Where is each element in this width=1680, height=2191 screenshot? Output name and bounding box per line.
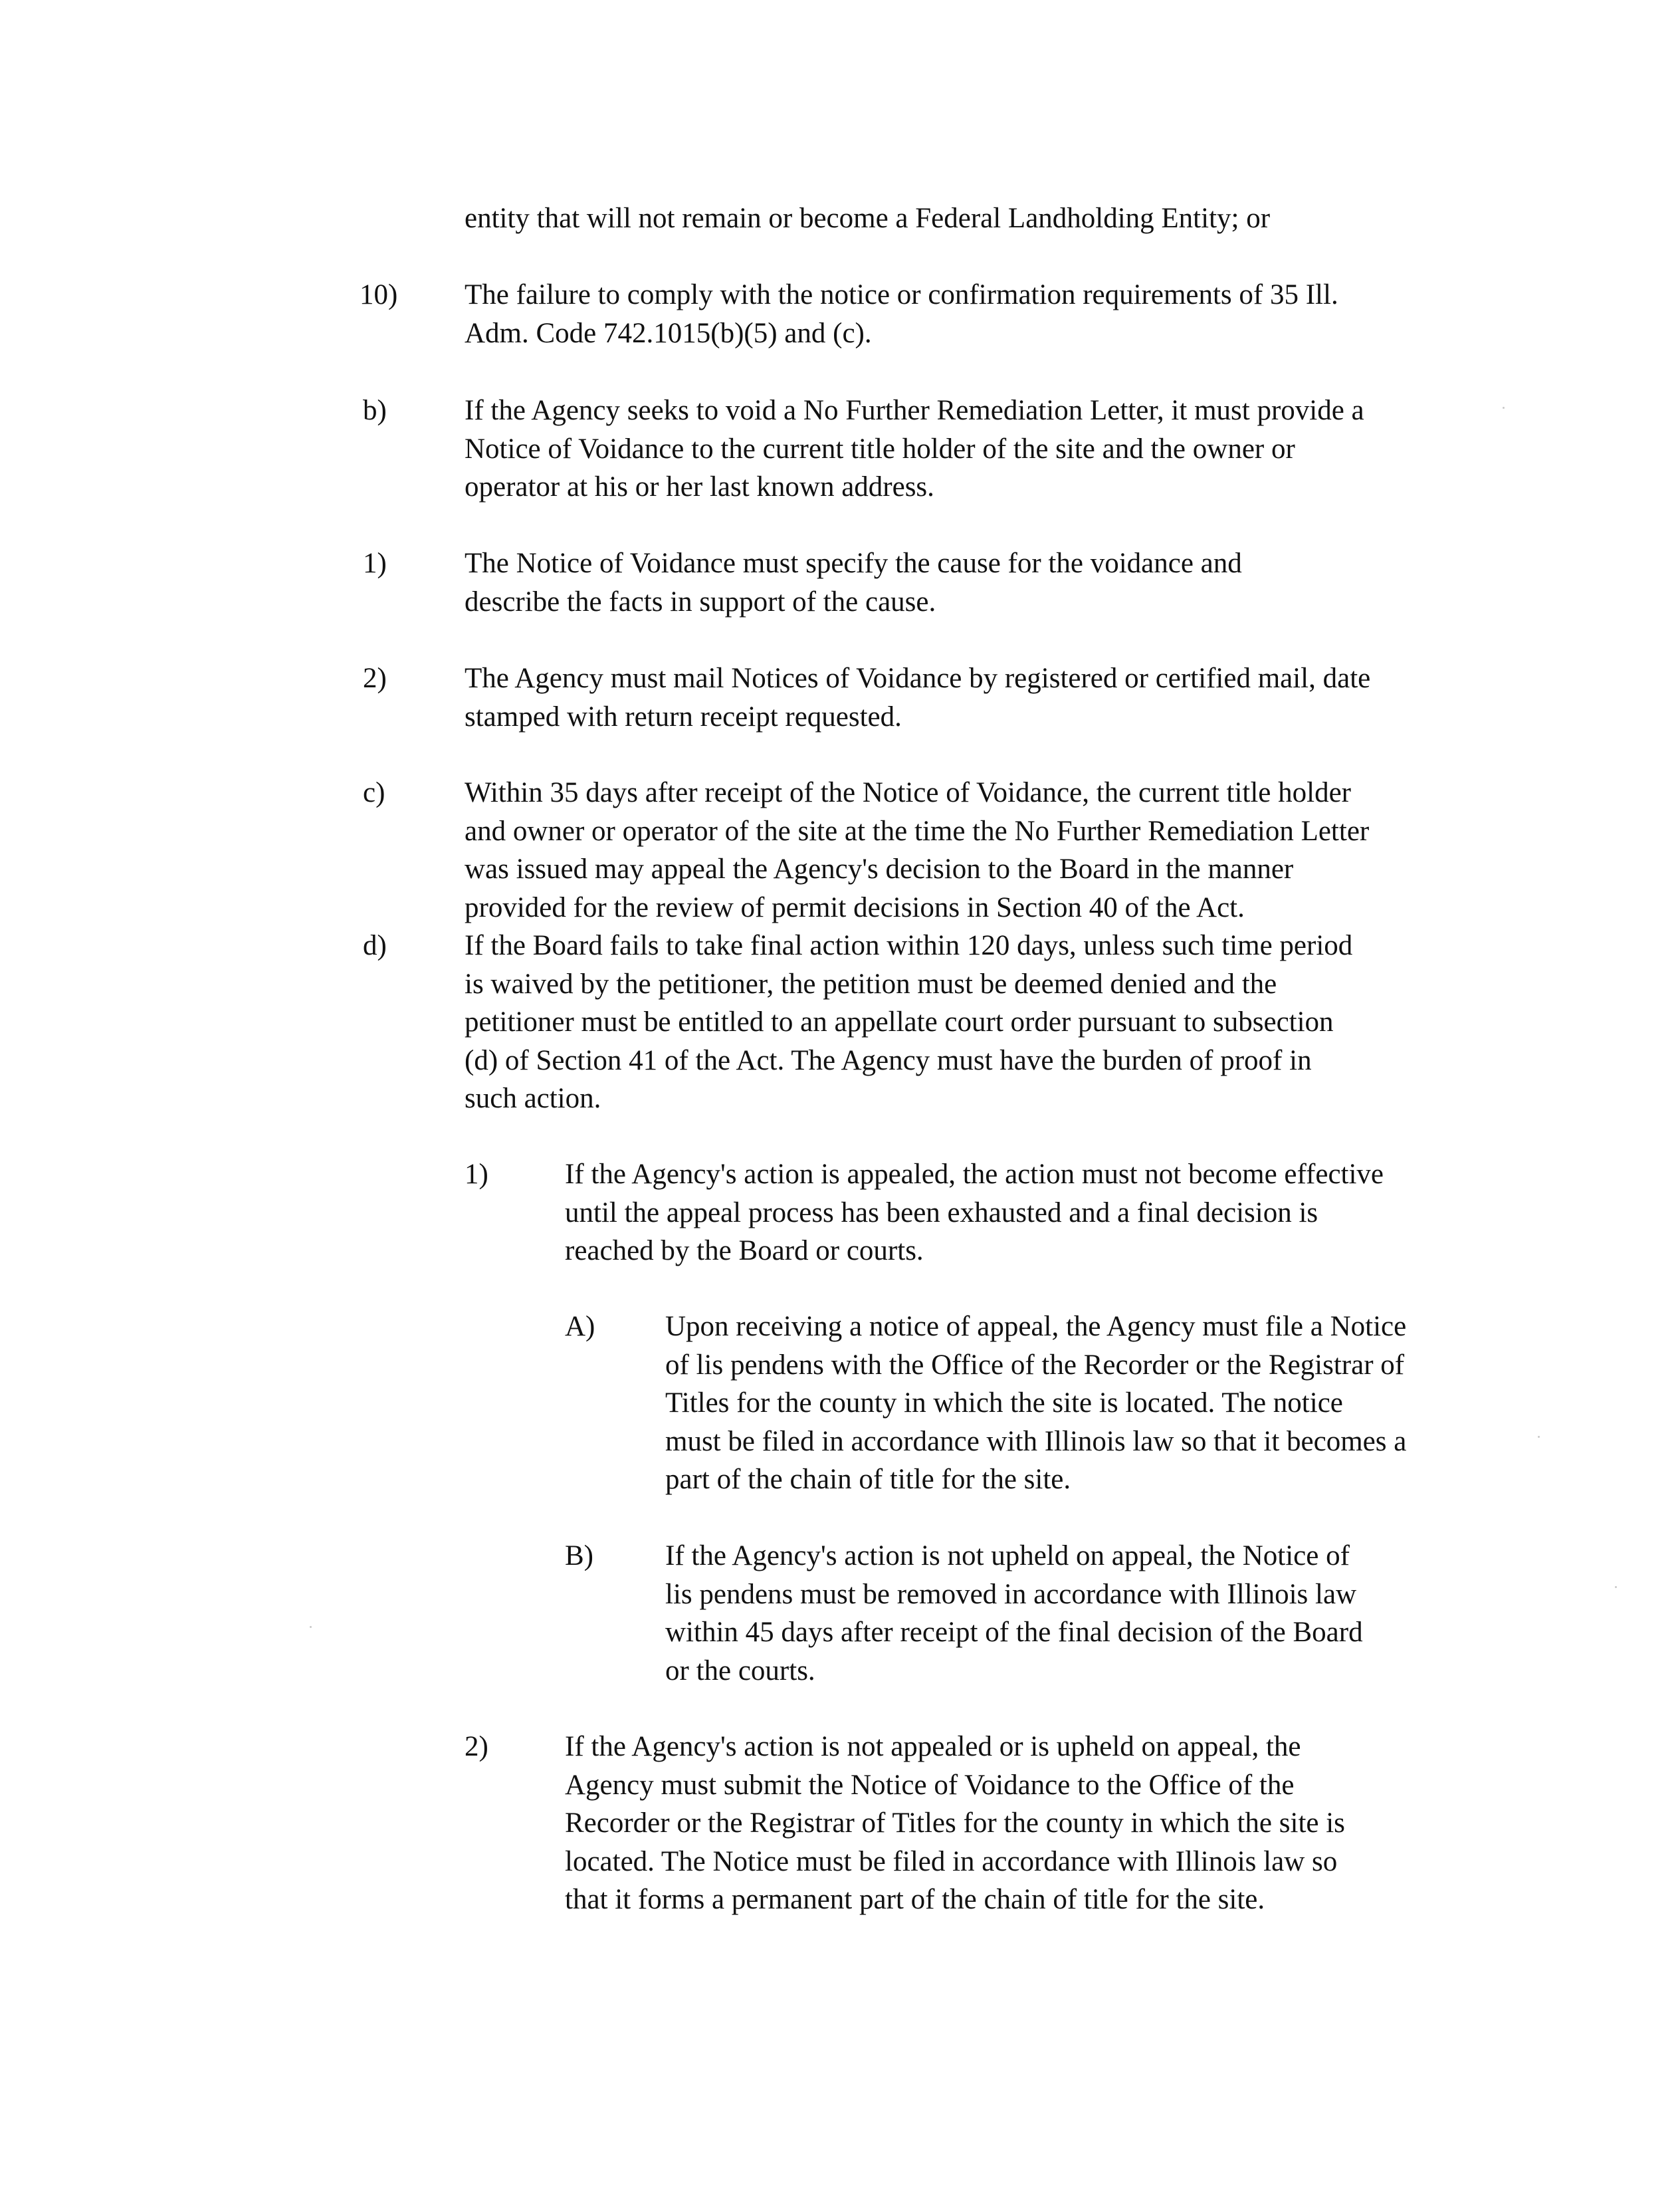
- text-line: If the Board fails to take final action within 120 days, unless such time period: [465, 930, 1353, 961]
- item-label: 10): [360, 279, 398, 310]
- text-line: If the Agency's action is not upheld on appeal, the Notice of: [665, 1540, 1350, 1571]
- text-line: is waived by the petitioner, the petition must be deemed denied and the: [465, 968, 1277, 1000]
- paragraph-body: [465, 276, 1338, 352]
- text-line: until the appeal process has been exhausted and a final decision is: [565, 1197, 1318, 1228]
- text-line: The Notice of Voidance must specify the cause for the voidance and: [465, 548, 1242, 579]
- text-line: If the Agency seeks to void a No Further Remediation Letter, it must provide a: [465, 395, 1364, 426]
- text-line: part of the chain of title for the site.: [665, 1464, 1071, 1495]
- text-line: or the courts.: [665, 1655, 815, 1686]
- item-label: A): [565, 1311, 595, 1342]
- text-line: The failure to comply with the notice or confirmation requirements of 35 Ill.: [465, 279, 1338, 310]
- text-line: such action.: [465, 1083, 601, 1114]
- item-label: d): [363, 930, 387, 961]
- text-line: reached by the Board or courts.: [565, 1235, 924, 1266]
- paragraph-body: [565, 1728, 1345, 1919]
- text-line: Upon receiving a notice of appeal, the Agency must file a Notice: [665, 1311, 1407, 1342]
- text-line: stamped with return receipt requested.: [465, 701, 902, 733]
- paragraph-body: [465, 927, 1352, 1118]
- text-line: and owner or operator of the site at the time the No Further Remediation Letter: [465, 815, 1370, 847]
- text-line: provided for the review of permit decisions in Section 40 of the Act.: [465, 891, 1245, 923]
- text-line: located. The Notice must be filed in accordance with Illinois law so: [565, 1845, 1338, 1877]
- paragraph-body: [465, 659, 1370, 736]
- item-label: B): [565, 1540, 593, 1571]
- item-label: c): [363, 777, 385, 808]
- scan-speck: [1503, 407, 1505, 409]
- text-line: must be filed in accordance with Illinois law so that it becomes a: [665, 1425, 1407, 1457]
- scan-speck: [1615, 1586, 1617, 1588]
- text-line: Adm. Code 742.1015(b)(5) and (c).: [465, 317, 872, 349]
- paragraph-body: [465, 199, 1270, 238]
- text-line: Notice of Voidance to the current title holder of the site and the owner or: [465, 433, 1295, 465]
- text-line: was issued may appeal the Agency's decision to the Board in the manner: [465, 854, 1294, 885]
- text-line: If the Agency's action is not appealed or is upheld on appeal, the: [565, 1731, 1301, 1762]
- item-label: 2): [363, 663, 387, 694]
- text-line: operator at his or her last known address.: [465, 471, 934, 503]
- text-line: If the Agency's action is appealed, the action must not become effective: [565, 1159, 1384, 1190]
- item-label: 2): [465, 1731, 488, 1762]
- item-label: 1): [465, 1159, 488, 1190]
- item-label: b): [363, 395, 387, 426]
- scan-speck: [1538, 1436, 1540, 1438]
- text-line: Titles for the county in which the site is located. The notice: [665, 1387, 1343, 1419]
- paragraph-body: [665, 1308, 1406, 1499]
- paragraph-body: [465, 774, 1369, 927]
- text-line: petitioner must be entitled to an appellate court order pursuant to subsection: [465, 1006, 1334, 1038]
- text-line: within 45 days after receipt of the final decision of the Board: [665, 1617, 1363, 1648]
- text-line: Within 35 days after receipt of the Notice of Voidance, the current title holder: [465, 777, 1351, 808]
- text-line: that it forms a permanent part of the chain of title for the site.: [565, 1884, 1265, 1915]
- paragraph-body: [565, 1155, 1384, 1270]
- scan-speck: [310, 1626, 312, 1628]
- text-line: Agency must submit the Notice of Voidance to the Office of the: [565, 1769, 1295, 1801]
- item-label: 1): [363, 548, 387, 579]
- text-line: lis pendens must be removed in accordance with Illinois law: [665, 1578, 1357, 1610]
- text-line: (d) of Section 41 of the Act. The Agency must have the burden of proof in: [465, 1044, 1312, 1076]
- paragraph-body: [465, 392, 1364, 507]
- text-line: The Agency must mail Notices of Voidance by registered or certified mail, date: [465, 663, 1371, 694]
- text-line: entity that will not remain or become a Federal Landholding Entity; or: [465, 203, 1271, 234]
- paragraph-body: [665, 1537, 1363, 1690]
- text-line: of lis pendens with the Office of the Recorder or the Registrar of: [665, 1349, 1405, 1381]
- text-line: describe the facts in support of the cause.: [465, 586, 936, 618]
- paragraph-body: [465, 544, 1242, 621]
- text-line: Recorder or the Registrar of Titles for the county in which the site is: [565, 1807, 1345, 1839]
